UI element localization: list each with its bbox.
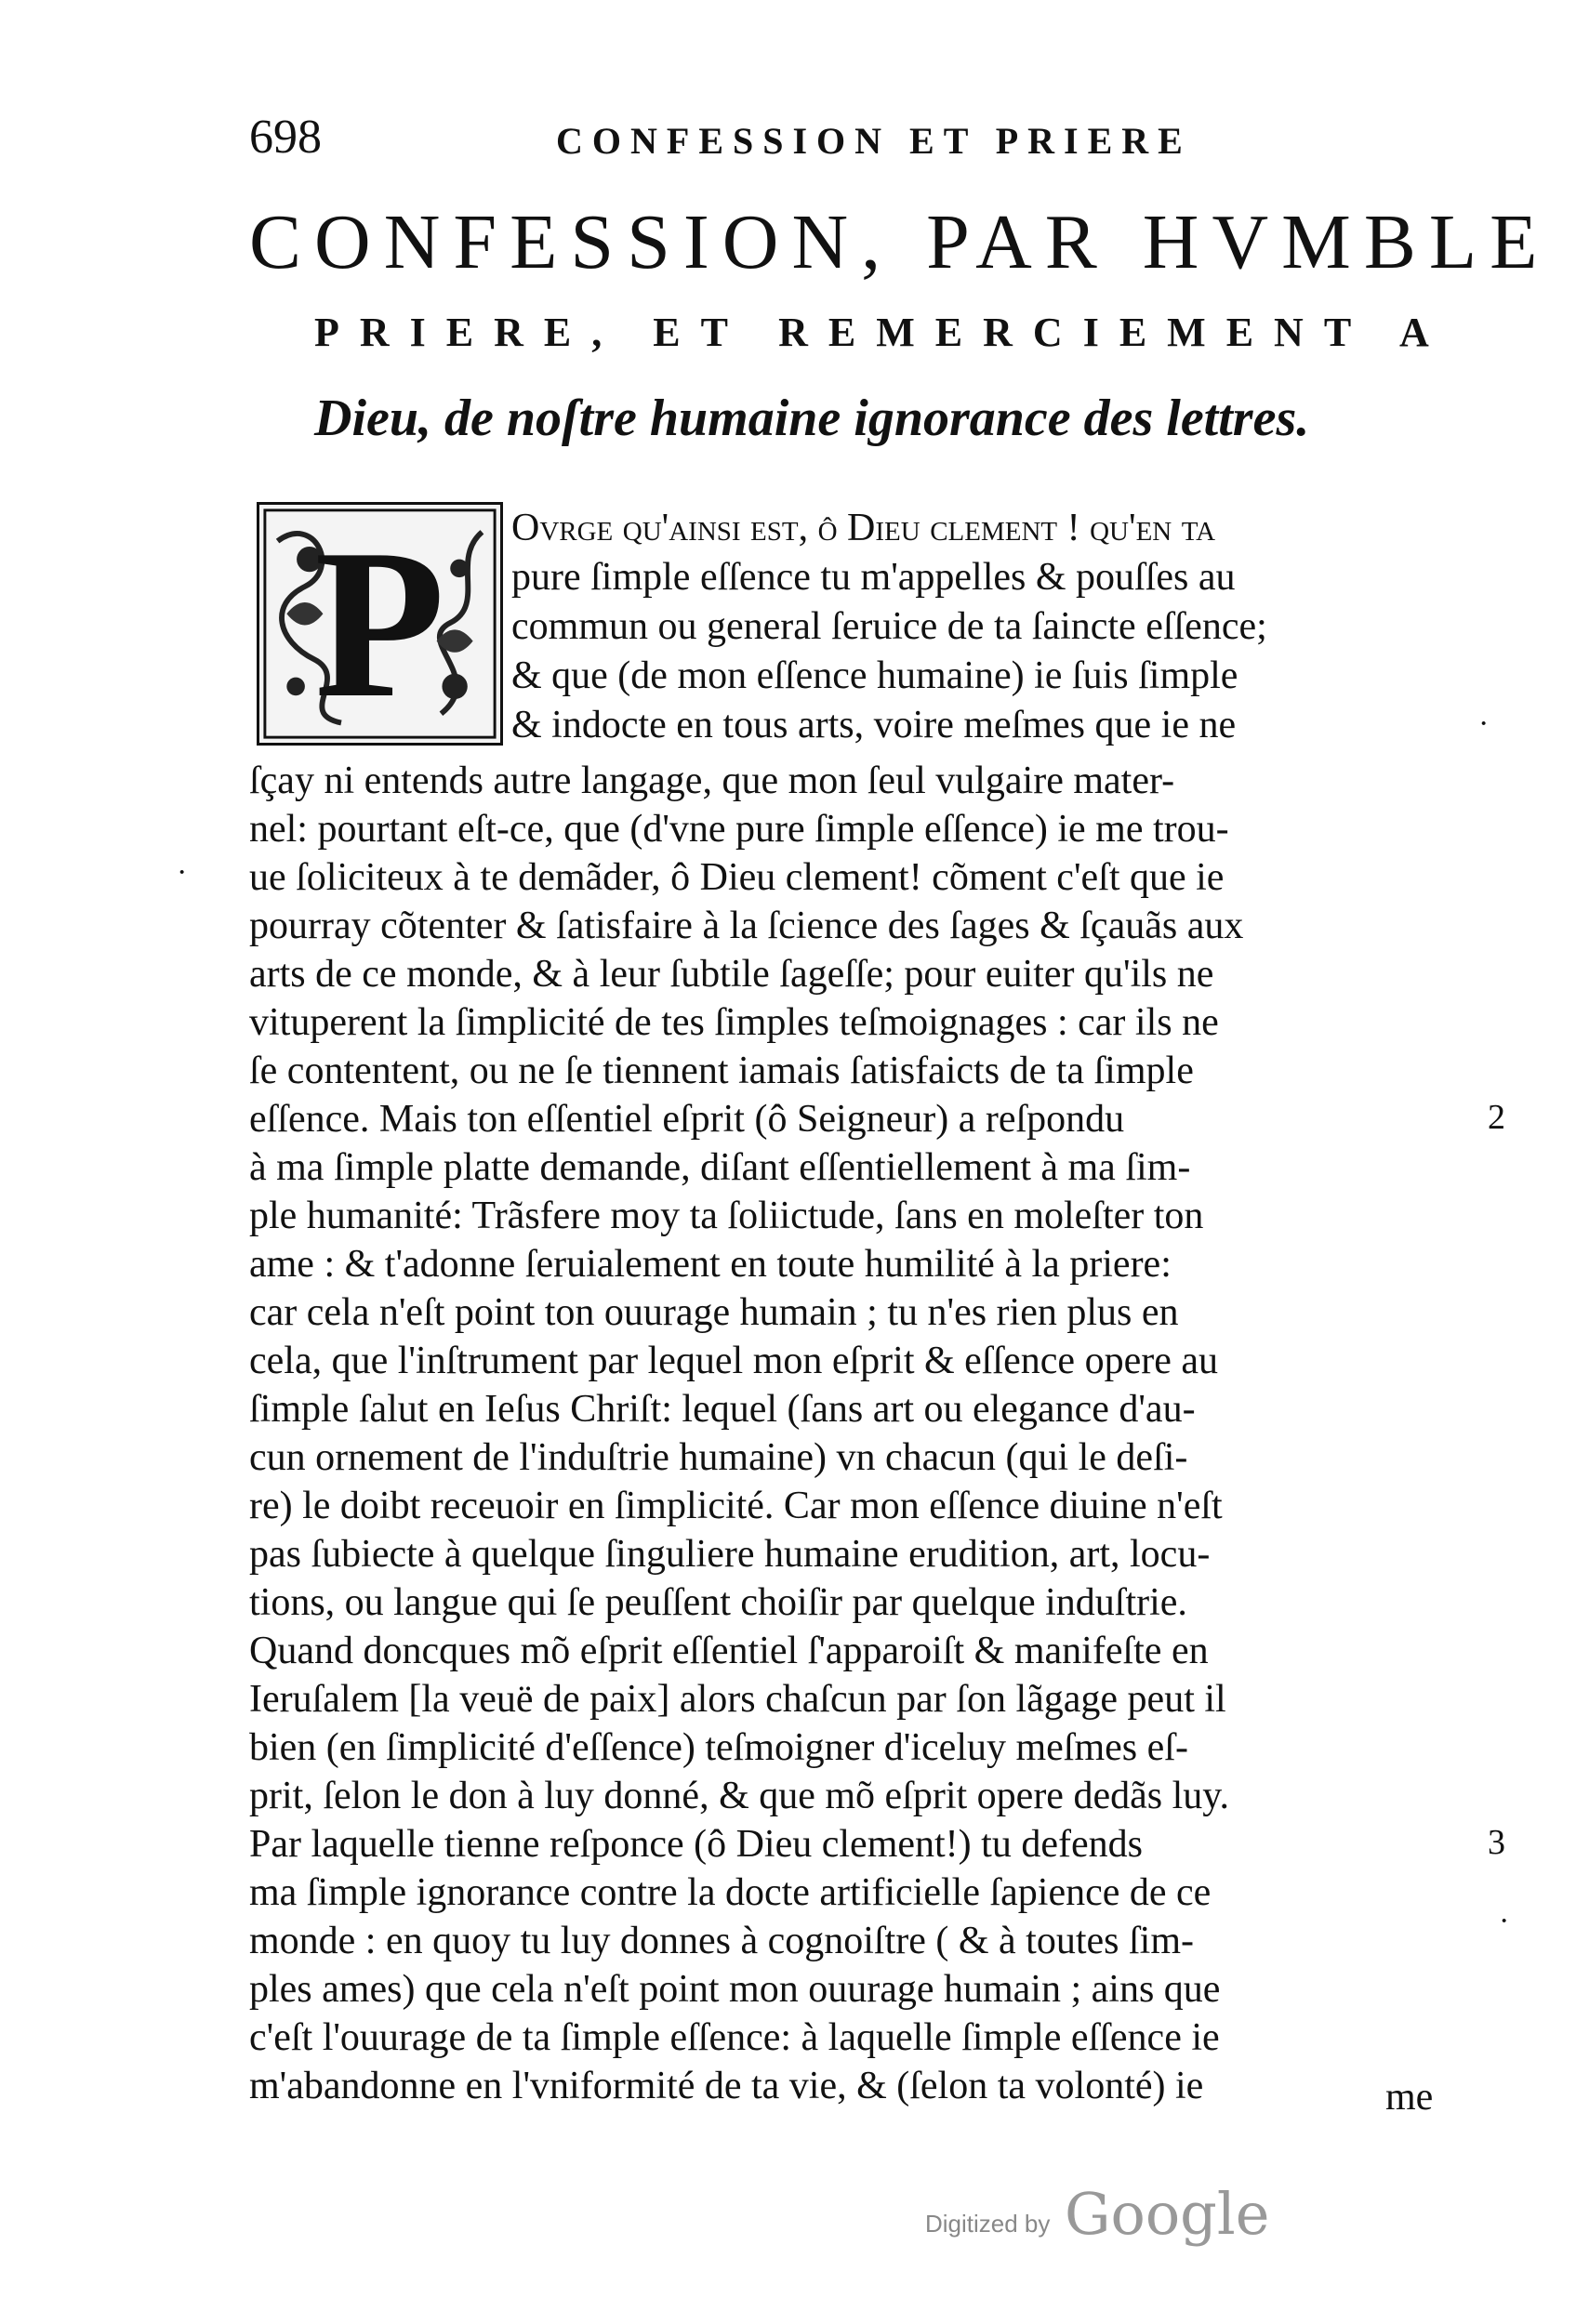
text-line: c'eſt l'ouurage de ta ſimple eſſence: à laquelle ſimple eſſence ie [249, 2016, 1220, 2059]
text-line: pas ſubiecte à quelque ſinguliere humaine erudition, art, locu- [249, 1533, 1211, 1576]
google-logo: Google [1065, 2180, 1270, 2248]
margin-note: 2 [1488, 1098, 1505, 1137]
chapter-title-line-1: CONFESSION, PAR HVMBLE [249, 199, 1551, 285]
text-line: bien (en ſimplicité d'eſſence) teſmoigner d'iceluy meſmes eſ- [249, 1726, 1188, 1769]
text-line: ma ſimple ignorance contre la docte artificielle ſapience de ce [249, 1871, 1212, 1914]
margin-mark: · [1499, 1904, 1510, 1938]
text-line: ſimple ſalut en Ieſus Chriſt: lequel (ſans art ou elegance d'au- [249, 1388, 1196, 1431]
margin-mark: · [1478, 706, 1490, 741]
text-line: ple humanité: Trãsfere moy ta ſoliictude, ſans en moleſter ton [249, 1195, 1204, 1237]
text-line: & indocte en tous arts, voire meſmes que ie ne [511, 704, 1237, 746]
margin-note: 3 [1488, 1823, 1505, 1862]
text-line: re) le doibt receuoir en ſimplicité. Car mon eſſence diuine n'eſt [249, 1485, 1223, 1527]
catchword: me [1385, 2076, 1434, 2119]
text-line: cun ornement de l'induſtrie humaine) vn chacun (qui le deſi- [249, 1436, 1188, 1479]
text-line: cela, que l'inſtrument par lequel mon eſprit & eſſence opere au [249, 1340, 1218, 1382]
chapter-title-line-3: Dieu, de noſtre humaine ignorance des lettres. [314, 390, 1310, 447]
drop-cap-letter: P [314, 505, 445, 742]
chapter-title-line-2: PRIERE, ET REMERCIEMENT A [314, 310, 1450, 355]
text-line: tions, ou langue qui ſe peuſſent choiſir par quelque induſtrie. [249, 1581, 1187, 1624]
page-number: 698 [249, 111, 322, 164]
text-line: eſſence. Mais ton eſſentiel eſprit (ô Seigneur) a reſpondu [249, 1098, 1125, 1141]
text-line: ſçay ni entends autre langage, que mon ſeul vulgaire mater- [249, 759, 1175, 802]
text-line: commun ou general ſeruice de ta ſaincte eſſence; [511, 605, 1267, 648]
text-line: à ma ſimple platte demande, diſant eſſentiellement à ma ſim- [249, 1146, 1191, 1189]
text-line: ame : & t'adonne ſeruialement en toute humilité à la priere: [249, 1243, 1172, 1286]
text-line: m'abandonne en l'vniformité de ta vie, & (ſelon ta volonté) ie [249, 2065, 1204, 2107]
text-line: Ovrge qu'ainſi eſt, ô Dieu clement ! qu'en ta [511, 507, 1216, 549]
text-line: pure ſimple eſſence tu m'appelles & pouſſes au [511, 556, 1236, 599]
ornamental-initial-icon [257, 502, 503, 746]
text-line: monde : en quoy tu luy donnes à cognoiſtre ( & à toutes ſim- [249, 1920, 1194, 1962]
text-line: ples ames) que cela n'eſt point mon ouurage humain ; ains que [249, 1968, 1221, 2011]
running-head [249, 110, 1467, 165]
text-line: arts de ce monde, & à leur ſubtile ſageſſe; pour euiter qu'ils ne [249, 953, 1214, 996]
text-line: Ieruſalem [la veuë de paix] alors chaſcun par ſon lãgage peut il [249, 1678, 1226, 1721]
margin-mark: · [177, 855, 188, 890]
text-line: car cela n'eſt point ton ouurage humain ; tu n'es rien plus en [249, 1291, 1179, 1334]
running-title: CONFESSION ET PRIERE [556, 120, 1192, 162]
text-line: pourray cõtenter & ſatisfaire à la ſcience des ſages & ſçauãs aux [249, 905, 1244, 947]
digitized-watermark [925, 2180, 1297, 2254]
text-line: ue ſoliciteux à te demãder, ô Dieu clement! cõment c'eſt que ie [249, 856, 1225, 899]
text-line: vituperent la ſimplicité de tes ſimples teſmoignages : car ils ne [249, 1001, 1219, 1044]
text-line: & que (de mon eſſence humaine) ie ſuis ſimple [511, 654, 1238, 697]
text-line: Par laquelle tienne reſponce (ô Dieu clement!) tu defends [249, 1823, 1143, 1866]
text-line: nel: pourtant eſt-ce, que (d'vne pure ſimple eſſence) ie me trou- [249, 808, 1229, 851]
digitized-label: Digitized by [925, 2210, 1051, 2238]
text-line: Quand doncques mõ eſprit eſſentiel ſ'apparoiſt & manifeſte en [249, 1630, 1209, 1672]
text-line: prit, ſelon le don à luy donné, & que mõ eſprit opere dedãs luy. [249, 1775, 1230, 1817]
text-line: ſe contentent, ou ne ſe tiennent iamais ſatisfaicts de ta ſimple [249, 1050, 1194, 1092]
